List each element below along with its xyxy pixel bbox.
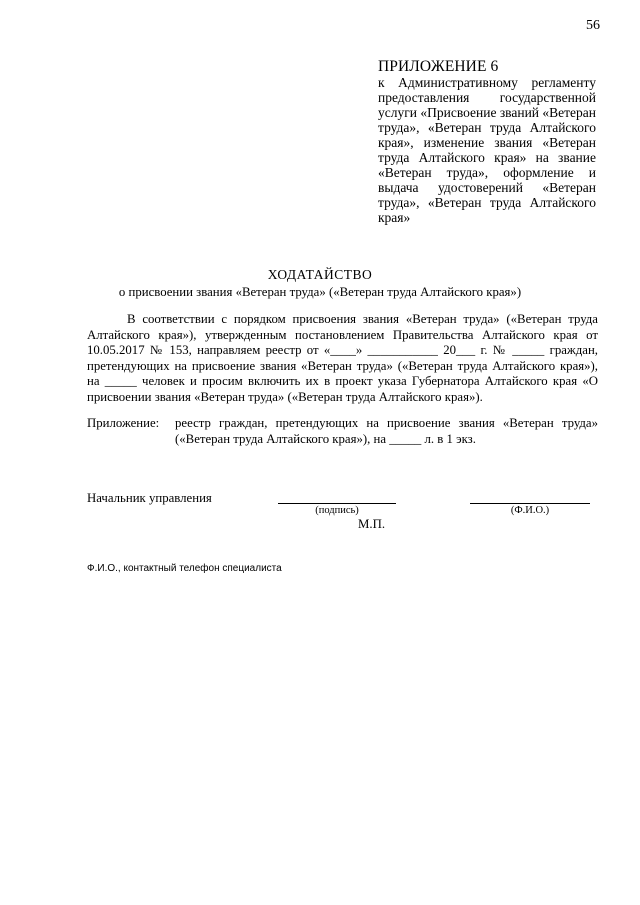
signer-position: Начальник управления: [87, 491, 212, 505]
appendix-block: [378, 58, 596, 225]
page-number: 56: [586, 18, 600, 33]
appendix-title: ПРИЛОЖЕНИЕ 6: [378, 58, 499, 75]
attachment-text: реестр граждан, претендующих на присвоение звания «Ветеран труда» («Ветеран труда Алтайского края»), на _____ л. в 1 экз.: [175, 416, 598, 446]
stamp-place: М.П.: [358, 517, 386, 531]
petition-paragraph: В соответствии с порядком присвоения звания «Ветеран труда» («Ветеран труда Алтайского края»), утвержденным постановлением Правительства Алтайского края от 10.05.2017 № 153, направляем реестр от «____» ___________ 20___ г. № _____ граждан, претендующих на присвоение звания «Ветеран труда» («Ветеран труда Алтайского края»), на _____ человек и просим включить их в проект указа Губернатора Алтайского края «О присвоении звания «Ветеран труда» («Ветеран труда Алтайского края»).: [87, 312, 598, 404]
name-caption: (Ф.И.О.): [510, 505, 550, 516]
contact-footer: Ф.И.О., контактный телефон специалиста: [87, 563, 282, 574]
attachment-label: Приложение:: [87, 416, 160, 430]
document-subtitle: о присвоении звания «Ветеран труда» («Ветеран труда Алтайского края»): [118, 285, 522, 299]
signature-caption: (подпись): [315, 505, 359, 516]
signature-line: [278, 503, 396, 504]
name-line: [470, 503, 590, 504]
document-title: ХОДАТАЙСТВО: [267, 267, 373, 282]
appendix-text: к Административному регламенту предоставления государственной услуги «Присвоение званий «Ветеран труда», «Ветеран труда Алтайского края», изменение звания «Ветеран труда Алтайского края» на звание «Ветеран труда», оформление и выдача удостоверений «Ветеран труда», «Ветеран труда Алтайского края»: [378, 75, 597, 225]
